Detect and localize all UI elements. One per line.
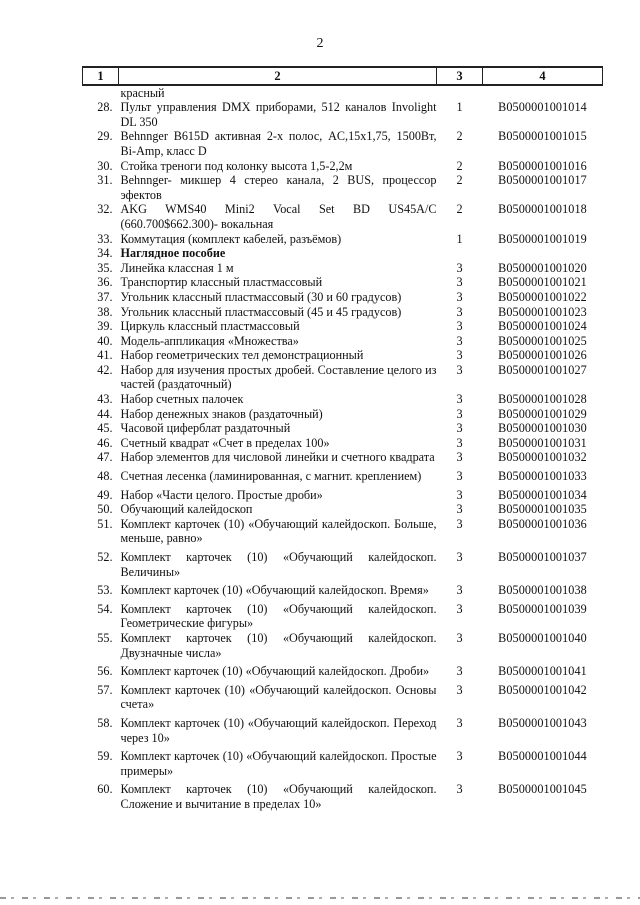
inventory-code: B0500001001025 xyxy=(498,333,587,348)
item-name: Комплект карточек (10) «Обучающий калейдоскоп. Дроби» xyxy=(120,664,430,679)
row-number: 59. xyxy=(97,749,113,764)
item-quantity: 3 xyxy=(456,289,463,304)
item-quantity: 2 xyxy=(456,173,463,188)
table-row xyxy=(83,660,603,679)
item-name: Комплект карточек (10) «Обучающий калейдоскоп. Время» xyxy=(120,583,429,598)
row-number: 31. xyxy=(97,173,113,188)
inventory-code: B0500001001030 xyxy=(498,421,587,436)
row-number: 40. xyxy=(97,333,113,348)
inventory-code: B0500001001026 xyxy=(498,348,587,363)
item-quantity: 3 xyxy=(456,782,463,797)
inventory-code: B0500001001015 xyxy=(498,129,587,144)
item-quantity xyxy=(437,246,483,261)
item-quantity: 2 xyxy=(456,202,463,217)
row-number: 53. xyxy=(97,583,113,598)
table-row xyxy=(83,261,603,276)
item-name: Комплект карточек (10) «Обучающий калейдоскоп. Сложение и вычитание в пределах 10» xyxy=(120,782,437,811)
item-name: Набор для изучения простых дробей. Составление целого из частей (раздаточный) xyxy=(120,362,437,392)
page-number: 2 xyxy=(316,36,324,51)
row-number: 58. xyxy=(97,715,113,730)
item-quantity: 3 xyxy=(456,749,463,764)
table-row xyxy=(83,363,603,392)
table-row xyxy=(83,598,603,631)
item-name: Комплект карточек (10) «Обучающий калейдоскоп. Больше, меньше, равно» xyxy=(120,516,437,546)
table-row xyxy=(83,159,603,174)
item-quantity: 3 xyxy=(456,362,463,377)
row-number: 48. xyxy=(97,469,113,484)
item-quantity: 3 xyxy=(456,435,463,450)
item-quantity: 3 xyxy=(456,348,463,363)
table-row xyxy=(83,129,603,158)
row-number: 46. xyxy=(97,435,113,450)
row-number: 52. xyxy=(97,550,113,564)
table-row xyxy=(83,546,603,579)
item-name: Обучающий калейдоскоп xyxy=(120,502,253,517)
row-number: 47. xyxy=(97,450,113,465)
row-number xyxy=(83,85,119,101)
item-name: Угольник классный пластмассовый (45 и 45 градусов) xyxy=(120,304,402,319)
row-number: 35. xyxy=(97,260,113,275)
inventory-code: B0500001001044 xyxy=(498,749,587,764)
inventory-code: B0500001001042 xyxy=(498,682,587,697)
item-quantity: 3 xyxy=(456,304,463,319)
table-row xyxy=(83,290,603,305)
item-name: Циркуль классный пластмассовый xyxy=(120,319,300,334)
item-quantity: 3 xyxy=(456,502,463,517)
item-name: Часовой циферблат раздаточный xyxy=(120,421,291,436)
item-quantity: 2 xyxy=(456,158,463,173)
table-row xyxy=(83,173,603,202)
row-number: 51. xyxy=(97,516,113,531)
table-row xyxy=(83,484,603,503)
item-quantity: 1 xyxy=(456,231,463,246)
item-quantity: 3 xyxy=(456,583,463,598)
item-quantity: 3 xyxy=(456,260,463,275)
item-quantity: 3 xyxy=(456,487,463,502)
row-number: 49. xyxy=(97,487,113,502)
row-number: 50. xyxy=(97,502,113,517)
header-row xyxy=(83,67,603,85)
item-quantity: 3 xyxy=(456,333,463,348)
item-quantity xyxy=(437,85,483,101)
item-quantity: 3 xyxy=(456,664,463,679)
item-quantity: 2 xyxy=(456,129,463,144)
header-col-2: 2 xyxy=(119,67,437,85)
item-quantity: 3 xyxy=(456,601,463,616)
item-quantity: 3 xyxy=(456,406,463,421)
table-row xyxy=(83,679,603,712)
item-name: Behnnger- микшер 4 стерео канала, 2 BUS, процессор эфектов xyxy=(120,173,437,202)
row-number: 44. xyxy=(97,406,113,421)
row-number: 37. xyxy=(97,289,113,304)
item-name: Модель-аппликация «Множества» xyxy=(120,333,299,348)
row-number: 43. xyxy=(97,392,113,407)
item-name: Набор «Части целого. Простые дроби» xyxy=(120,487,323,502)
item-name: Набор денежных знаков (раздаточный) xyxy=(120,406,323,421)
inventory-code: B0500001001040 xyxy=(498,630,587,645)
header-col-4: 4 xyxy=(483,67,603,85)
inventory-code: B0500001001039 xyxy=(498,601,587,616)
item-name: Счетный квадрат «Счет в пределах 100» xyxy=(120,435,330,450)
table-header xyxy=(83,67,603,85)
item-name: Коммутация (комплект кабелей, разъёмов) xyxy=(120,231,342,246)
item-name: Транспортир классный пластмассовый xyxy=(120,275,323,290)
item-name: Комплект карточек (10) «Обучающий калейдоскоп. Двузначные числа» xyxy=(120,630,437,660)
inventory-code: B0500001001034 xyxy=(498,487,587,502)
inventory-code: B0500001001019 xyxy=(498,231,587,246)
inventory-code: B0500001001035 xyxy=(498,502,587,517)
table-row xyxy=(83,778,603,811)
inventory-code: B0500001001017 xyxy=(498,173,587,188)
inventory-code: B0500001001016 xyxy=(498,158,587,173)
header-col-1: 1 xyxy=(83,67,119,85)
table-row xyxy=(83,502,603,517)
item-name: Комплект карточек (10) «Обучающий калейдоскоп. Переход через 10» xyxy=(120,715,437,745)
row-number: 55. xyxy=(97,630,113,645)
table-row xyxy=(83,465,603,484)
table-row xyxy=(83,305,603,320)
table-row xyxy=(83,334,603,349)
table-row xyxy=(83,579,603,598)
header-col-3: 3 xyxy=(437,67,483,85)
item-name: Угольник классный пластмассовый (30 и 60 градусов) xyxy=(120,289,402,304)
inventory-code: B0500001001032 xyxy=(498,450,587,465)
item-quantity: 3 xyxy=(456,516,463,531)
table-row xyxy=(83,392,603,407)
table-body xyxy=(83,85,603,812)
item-name: Комплект карточек (10) «Обучающий калейдоскоп. Геометрические фигуры» xyxy=(120,601,437,631)
row-number: 28. xyxy=(97,100,113,115)
inventory-code: B0500001001027 xyxy=(498,362,587,377)
bottom-scan-line xyxy=(0,897,640,899)
item-name: Счетная лесенка (ламинированная, с магнит. креплением) xyxy=(120,469,422,484)
equipment-table-container xyxy=(82,66,602,812)
item-name: Наглядное пособие xyxy=(120,246,226,261)
row-number: 54. xyxy=(97,601,113,616)
row-number: 60. xyxy=(97,782,113,797)
inventory-code: B0500001001031 xyxy=(498,435,587,450)
row-number: 56. xyxy=(97,664,113,679)
item-quantity: 3 xyxy=(456,450,463,465)
inventory-code: B0500001001045 xyxy=(498,782,587,797)
inventory-code: B0500001001029 xyxy=(498,406,587,421)
item-quantity: 3 xyxy=(456,319,463,334)
item-quantity: 1 xyxy=(456,100,463,115)
inventory-code: B0500001001033 xyxy=(498,469,587,484)
inventory-code: B0500001001028 xyxy=(498,392,587,407)
row-number: 36. xyxy=(97,275,113,290)
item-quantity: 3 xyxy=(456,715,463,730)
table-row xyxy=(83,202,603,231)
item-quantity: 3 xyxy=(456,392,463,407)
row-number: 45. xyxy=(97,421,113,436)
table-row xyxy=(83,745,603,778)
table-row xyxy=(83,517,603,546)
inventory-code: B0500001001036 xyxy=(498,516,587,531)
row-number: 30. xyxy=(97,158,113,173)
item-name: Комплект карточек (10) «Обучающий калейдоскоп. Величины» xyxy=(120,550,437,579)
item-name: AKG WMS40 Mini2 Vocal Set BD US45A/C (660.700$662.300)- вокальная xyxy=(120,202,437,231)
row-number: 41. xyxy=(97,348,113,363)
item-name: Набор счетных палочек xyxy=(120,392,244,407)
table-row xyxy=(83,450,603,465)
inventory-code: B0500001001043 xyxy=(498,715,587,730)
row-number: 42. xyxy=(97,362,113,377)
table-row xyxy=(83,246,603,261)
row-number: 57. xyxy=(97,682,113,697)
item-quantity: 3 xyxy=(456,550,463,564)
table-row xyxy=(83,232,603,247)
table-row xyxy=(83,100,603,129)
item-name: Комплект карточек (10) «Обучающий калейдоскоп. Основы счета» xyxy=(120,682,437,712)
item-name: Стойка треноги под колонку высота 1,5-2,2м xyxy=(120,158,353,173)
item-name: Линейка классная 1 м xyxy=(120,260,234,275)
table-row xyxy=(83,436,603,451)
inventory-code: B0500001001023 xyxy=(498,304,587,319)
inventory-code xyxy=(483,85,603,101)
inventory-code: B0500001001037 xyxy=(498,550,587,564)
inventory-code: B0500001001022 xyxy=(498,289,587,304)
table-row xyxy=(83,712,603,745)
item-name: Набор элементов для числовой линейки и счетного квадрата xyxy=(120,450,435,465)
inventory-code: B0500001001041 xyxy=(498,664,587,679)
inventory-code xyxy=(483,246,603,261)
table-row xyxy=(83,85,603,101)
inventory-code: B0500001001020 xyxy=(498,260,587,275)
row-number: 32. xyxy=(97,202,113,217)
table-row xyxy=(83,631,603,660)
table-row xyxy=(83,421,603,436)
table-row xyxy=(83,319,603,334)
inventory-code: B0500001001021 xyxy=(498,275,587,290)
inventory-code: B0500001001024 xyxy=(498,319,587,334)
item-quantity: 3 xyxy=(456,682,463,697)
inventory-code: B0500001001014 xyxy=(498,100,587,115)
item-quantity: 3 xyxy=(456,630,463,645)
row-number: 29. xyxy=(97,129,113,144)
inventory-code: B0500001001038 xyxy=(498,583,587,598)
item-name: Набор геометрических тел демонстрационный xyxy=(120,348,364,363)
row-number: 33. xyxy=(97,231,113,246)
item-name: красный xyxy=(120,85,165,100)
item-quantity: 3 xyxy=(456,469,463,484)
inventory-code: B0500001001018 xyxy=(498,202,587,217)
table-row xyxy=(83,275,603,290)
table-row xyxy=(83,348,603,363)
row-number: 38. xyxy=(97,304,113,319)
row-number: 39. xyxy=(97,319,113,334)
table-row xyxy=(83,407,603,422)
item-name: Пульт управления DMX приборами, 512 каналов Involight DL 350 xyxy=(120,100,437,129)
item-name: Behnnger B615D активная 2-х полос, AC,15x1,75, 1500Вт, Bi-Amp, класс D xyxy=(120,129,437,158)
equipment-table xyxy=(82,66,603,812)
row-number: 34. xyxy=(97,246,113,261)
item-quantity: 3 xyxy=(456,421,463,436)
item-name: Комплект карточек (10) «Обучающий калейдоскоп. Простые примеры» xyxy=(120,749,437,778)
item-quantity: 3 xyxy=(456,275,463,290)
